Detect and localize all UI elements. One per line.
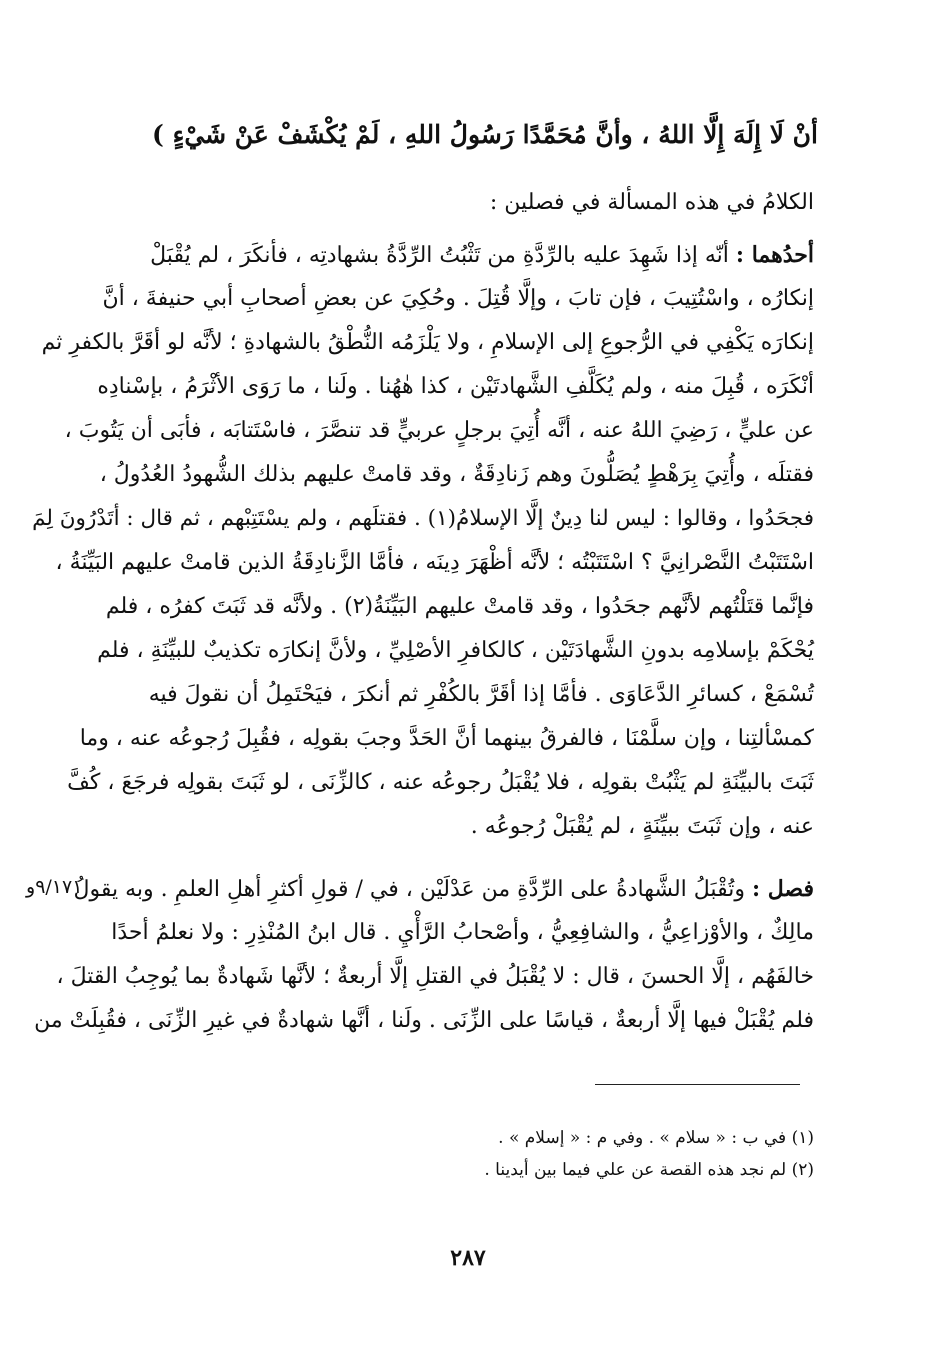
para1-line-11: تُسْمَعْ ، كسائرِ الدَّعَاوَى . فأمَّا إذا أقَرَّ بالكُفْرِ ثم أنكرَ ، فيَحْتَمِلُ أن نقولَ فيه	[148, 682, 814, 707]
section-line-2: مالِكٌ ، والأوْزاعِيُّ ، والشافِعِيُّ ، وأصْحابُ الرَّأْيِ . قال ابنُ المُنْذِرِ : ولا نعلمُ أحدًا	[111, 920, 814, 945]
page-heading: أنْ لَا إِلَهَ إِلَّا اللهُ ، وأنَّ مُحَمَّدًا رَسُولُ اللهِ ، لَمْ يُكْشَفْ عَنْ شَيْءٍ )	[152, 120, 818, 149]
section-line-3: خالفَهُم ، إلَّا الحسنَ ، قال : لا يُقْبَلُ في القتلِ إلَّا أربعةٌ ؛ لأنَّها شَهادةٌ بما يُوجِبُ القتلَ ،	[56, 964, 814, 989]
margin-manuscript-ref: ٩/١٧١و	[26, 876, 83, 898]
page-number: ٢٨٧	[450, 1245, 486, 1271]
section-line-1	[73, 872, 814, 907]
para1-line-7: فجحَدُوا ، وقالوا : ليس لنا دِينٌ إلَّا الإسلامُ(١) . فقتلَهم ، ولم يسْتَتِبْهم ، ثم قال : أتَدْرُونَ لِمَ	[32, 506, 814, 531]
section-text-1: وتُقْبَلُ الشَّهادةُ على الرِّدَّةِ من عَدْلَيْن ، في / قولِ أكثرِ أهلِ العلمِ . وبه يقولُ	[73, 877, 745, 902]
para1-line-9: فإنَّما قتَلْتُهم لأنَّهم جحَدُوا ، وقد قامتْ عليهم البَيِّنَةُ(٢) . ولأنَّه قد ثَبَتَ كفرُه ، فلم	[105, 594, 814, 619]
para1-line-2: إنكارُه ، واسْتُتِيبَ ، فإن تابَ ، وإلَّا قُتِلَ . وحُكِيَ عن بعضِ أصحابِ أبي حنيفةَ ، أنَّ	[102, 286, 814, 311]
para1-line-14: عنه ، وإن ثَبَتَ ببيِّنَةٍ ، لم يُقْبَلْ رُجوعُه .	[470, 814, 814, 839]
para1-line-6: فقتلَه ، وأُتِيَ بِرَهْطٍ يُصَلُّونَ وهم زَنادِقَةٌ ، وقد قامتْ عليهم بذلك الشُّهودُ العُدُولُ ،	[99, 462, 814, 487]
para1-line-10: يُحْكَمْ بإسلامِه بدونِ الشَّهادَتَيْن ، كالكافرِ الأصْلِيِّ ، ولأنَّ إنكارَه تكذيبٌ للبيِّنَةِ ، فلم	[97, 638, 814, 663]
intro-line: الكلامُ في هذه المسألة في فصلين :	[489, 190, 814, 215]
footnote-2: (٢) لم نجد هذه القصة عن علي فيما بين أيدينا .	[484, 1160, 814, 1180]
para1-line-12: كمسْألتِنا ، وإن سلَّمْنَا ، فالفرقُ بينهما أنَّ الحَدَّ وجبَ بقولِه ، فقُبِلَ رُجوعُه عنه ، وما	[79, 726, 814, 751]
para1-text-1: أنّه إذا شَهِدَ عليه بالرِّدَّةِ من تَثْبُتُ الرِّدَّةُ بشهادتِه ، فأنكَرَ ، لم يُقْبَلْ	[150, 243, 729, 268]
para1-line-1	[150, 238, 814, 273]
para1-line-5: عن عليٍّ ، رَضِيَ اللهُ عنه ، أنَّه أُتِيَ برجلٍ عربيٍّ قد تنصَّرَ ، فاسْتَتابَه ، فأبَى أن يَتُوبَ ،	[64, 418, 814, 443]
para1-line-3: إنكارَه يَكْفِي في الرُّجوعِ إلى الإسلامِ ، ولا يَلْزَمُه النُّطْقُ بالشهادةِ ؛ لأنَّه لو أقَرَّ بالكفرِ ثم	[41, 330, 814, 355]
footnote-divider	[595, 1084, 800, 1085]
para1-line-4: أنْكَرَه ، قُبِلَ منه ، ولم يُكَلَّفِ الشَّهادتَيْن ، كذا هٰهُنا . ولَنا ، ما رَوَى الأثْرَمُ ، بإسْنادِه	[97, 374, 814, 399]
section-label: فصل :	[751, 876, 814, 902]
para1-line-8: اسْتَتَبْتُ النَّصْرانِيَّ ؟ اسْتَتَبْتُه ؛ لأنَّه أظْهَرَ دِينَه ، فأمَّا الزَّنادِقَةُ الذين قامتْ عليهم البَيِّنَةُ ،	[55, 550, 814, 575]
para1-label: أحدُهما :	[735, 242, 814, 268]
section-line-4: فلم يُقْبَلْ فيها إلَّا أربعةٌ ، قياسًا على الزِّنَى . ولَنا ، أنَّها شهادةٌ في غيرِ الزِّنَى ، فقُبِلَتْ من	[34, 1008, 814, 1033]
footnote-1: (١) في ب : « سلام » . وفي م : « إسلام » .	[498, 1128, 814, 1148]
para1-line-13: ثَبَتَ بالبيِّنَةِ لم يَثْبُتْ بقولِه ، فلا يُقْبَلُ رجوعُه عنه ، كالزِّنَى ، لو ثَبَتَ بقولِه فرجَعَ ، كُفَّ	[67, 770, 814, 795]
